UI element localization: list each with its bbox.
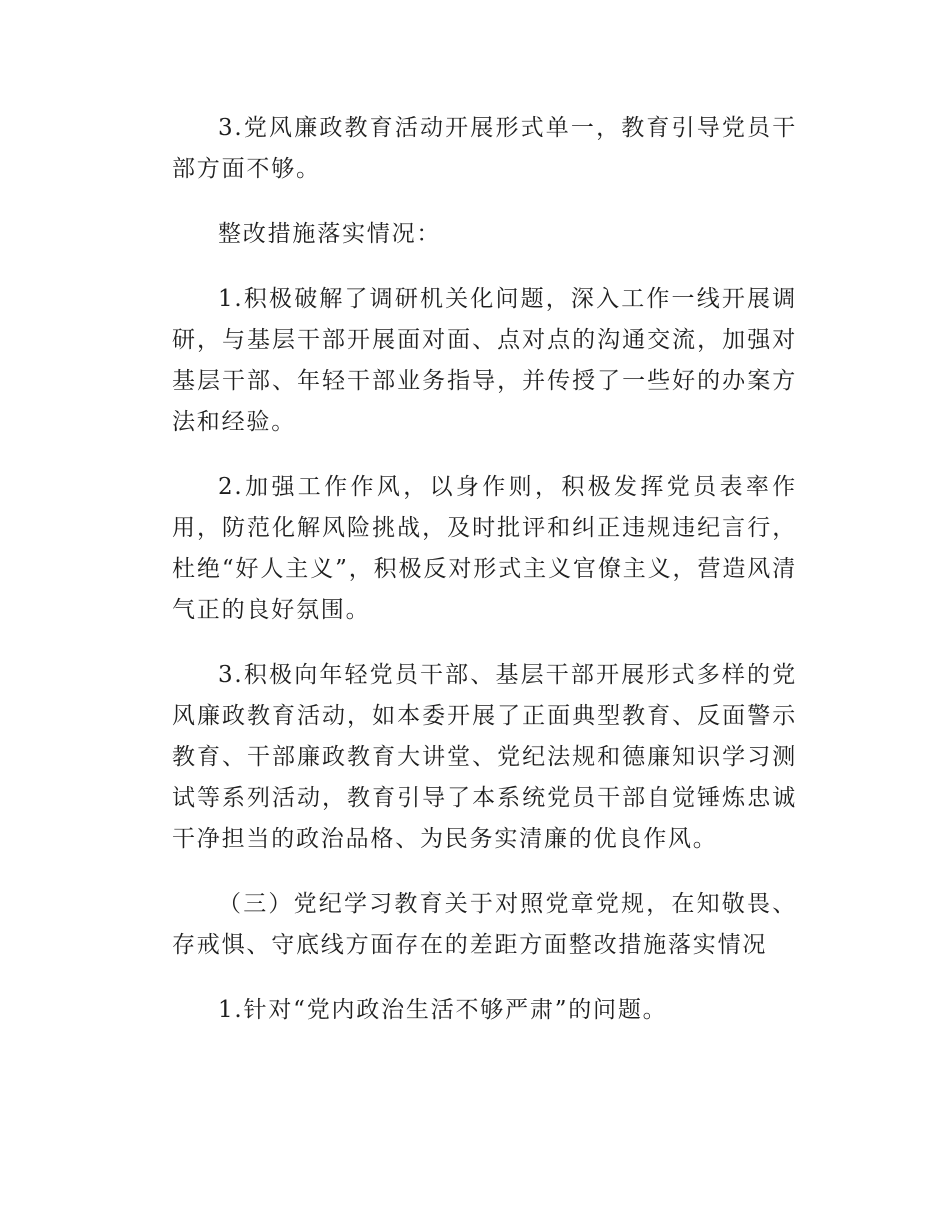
paragraph-item-1: 1.针对“党内政治生活不够严肃”的问题。 <box>218 997 668 1023</box>
section-heading-3: （三）党纪学习教育关于对照党章党规，在知敬畏、存戒惧、守底线方面存在的差距方面整改措施落实情况 <box>172 891 797 958</box>
paragraph-rectification-heading: 整改措施落实情况： <box>218 221 442 247</box>
paragraph-measure-3: 3.积极向年轻党员干部、基层干部开展形式多样的党风廉政教育活动，如本委开展了正面典型教育、反面警示教育、干部廉政教育大讲堂、党纪法规和德廉知识学习测试等系列活动，教育引导了本系统党员干部自觉锤炼忠诚干净担当的政治品格、为民务实清廉的优良作风。 <box>172 662 797 852</box>
paragraph-problem-3: 3.党风廉政教育活动开展形式单一，教育引导党员干部方面不够。 <box>172 115 797 182</box>
document-body <box>172 108 797 1055</box>
paragraph-measure-1: 1.积极破解了调研机关化问题，深入工作一线开展调研，与基层干部开展面对面、点对点的沟通交流，加强对基层干部、年轻干部业务指导，并传授了一些好的办案方法和经验。 <box>172 286 797 435</box>
paragraph-measure-2: 2.加强工作作风，以身作则，积极发挥党员表率作用，防范化解风险挑战，及时批评和纠正违规违纪言行，杜绝“好人主义”，积极反对形式主义官僚主义，营造风清气正的良好氛围。 <box>172 474 797 623</box>
